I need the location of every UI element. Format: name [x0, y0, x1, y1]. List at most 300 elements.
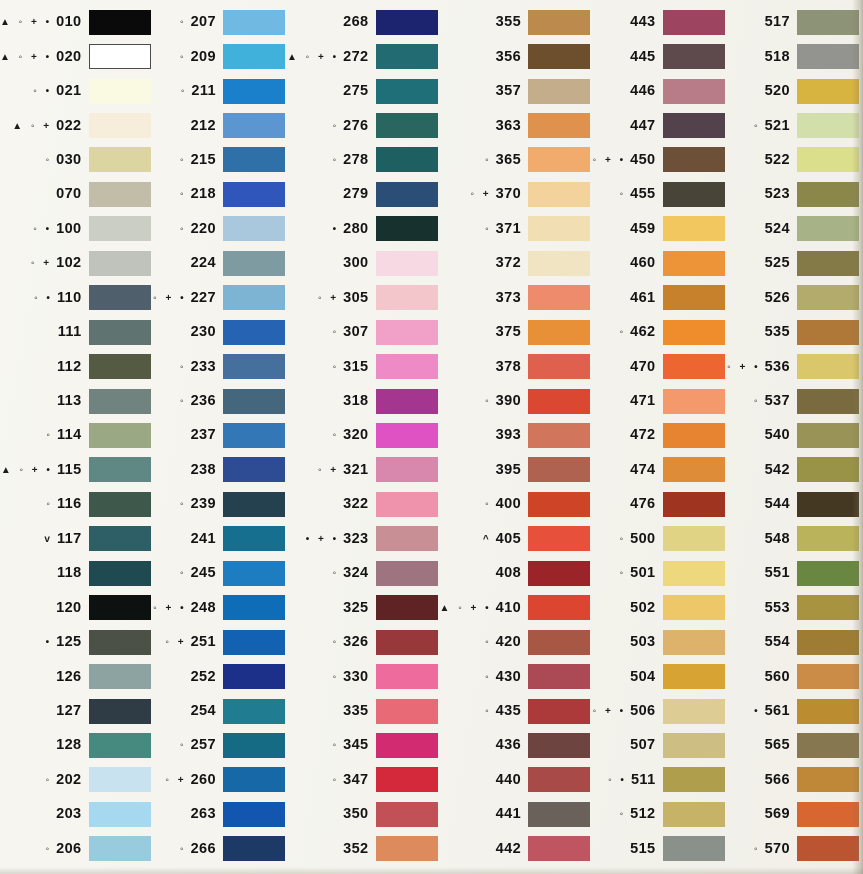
color-label	[492, 841, 521, 857]
color-row	[153, 246, 287, 280]
color-code: 455	[630, 186, 656, 203]
color-code: 502	[630, 599, 656, 616]
usage-symbols: ◦	[180, 568, 187, 580]
color-swatch	[223, 457, 285, 482]
color-row	[0, 177, 153, 211]
color-swatch	[528, 561, 590, 586]
color-swatch	[663, 767, 725, 792]
color-label	[187, 669, 216, 685]
color-label	[626, 427, 655, 443]
color-swatch	[89, 492, 151, 517]
usage-symbols: •	[332, 223, 340, 235]
color-swatch	[528, 423, 590, 448]
color-code: 561	[764, 703, 790, 720]
usage-symbols: ◦	[45, 154, 53, 166]
color-row	[440, 246, 593, 280]
color-code: 474	[630, 461, 656, 478]
color-row	[727, 797, 861, 831]
color-label	[754, 841, 790, 857]
color-code: 515	[630, 840, 656, 857]
color-code: 263	[190, 806, 216, 823]
color-swatch	[797, 733, 859, 758]
color-code: 127	[56, 703, 82, 720]
color-label	[187, 462, 216, 478]
color-label	[485, 221, 521, 237]
color-row	[592, 453, 726, 487]
color-swatch	[797, 389, 859, 414]
color-code: 507	[630, 737, 656, 754]
color-row	[287, 39, 440, 73]
color-swatch	[663, 251, 725, 276]
color-swatch	[89, 664, 151, 689]
color-swatch	[376, 113, 438, 138]
color-label	[153, 290, 216, 306]
color-row	[153, 453, 287, 487]
color-row	[440, 349, 593, 383]
color-swatch	[528, 836, 590, 861]
color-swatch	[376, 320, 438, 345]
color-row	[0, 143, 153, 177]
color-row	[287, 349, 440, 383]
color-code: 245	[190, 565, 216, 582]
color-code: 476	[630, 496, 656, 513]
color-label	[492, 255, 521, 271]
color-code: 218	[190, 186, 216, 203]
usage-symbols: ◦	[332, 774, 340, 786]
usage-symbols: ◦	[180, 17, 187, 29]
color-row	[287, 728, 440, 762]
color-code: 021	[56, 83, 82, 100]
color-swatch	[376, 630, 438, 655]
color-swatch	[528, 457, 590, 482]
color-code: 230	[190, 324, 216, 341]
color-swatch	[223, 79, 285, 104]
color-code: 237	[190, 427, 216, 444]
color-label	[761, 462, 790, 478]
color-code: 257	[190, 737, 216, 754]
color-label	[620, 324, 656, 340]
color-row	[287, 763, 440, 797]
color-row	[0, 487, 153, 521]
color-code: 395	[495, 461, 522, 478]
color-code: 512	[630, 806, 656, 823]
color-label	[187, 324, 216, 340]
color-row	[0, 590, 153, 624]
color-row	[153, 694, 287, 728]
color-label	[626, 634, 655, 650]
color-swatch	[376, 182, 438, 207]
color-row	[727, 556, 861, 590]
color-swatch	[528, 10, 590, 35]
color-code: 540	[764, 427, 790, 444]
usage-symbols: ▲ ◦ + •	[287, 51, 340, 63]
color-row	[592, 522, 726, 556]
usage-symbols: ◦	[332, 568, 340, 580]
color-code: 276	[343, 117, 369, 134]
color-row	[592, 384, 726, 418]
color-swatch	[223, 320, 285, 345]
color-label	[761, 186, 790, 202]
color-swatch	[663, 526, 725, 551]
color-swatch	[663, 836, 725, 861]
color-label	[761, 221, 790, 237]
color-row	[727, 246, 861, 280]
usage-symbols: ◦ •	[608, 774, 627, 786]
color-swatch	[797, 285, 859, 310]
color-code: 526	[764, 289, 790, 306]
color-label	[492, 359, 521, 375]
color-swatch	[376, 836, 438, 861]
color-swatch	[663, 354, 725, 379]
color-code: 325	[343, 599, 369, 616]
color-code: 520	[764, 83, 790, 100]
color-code: 114	[56, 427, 82, 444]
color-row	[153, 349, 287, 383]
color-row	[727, 315, 861, 349]
color-row	[727, 453, 861, 487]
color-code: 447	[630, 117, 656, 134]
color-label	[492, 290, 521, 306]
usage-symbols: ◦	[619, 189, 627, 201]
color-swatch	[376, 285, 438, 310]
color-swatch	[797, 113, 859, 138]
color-label	[626, 462, 655, 478]
color-label	[46, 841, 82, 857]
color-row	[0, 212, 153, 246]
color-code: 355	[495, 14, 522, 31]
color-row	[592, 349, 726, 383]
color-label	[626, 737, 655, 753]
color-code: 357	[495, 83, 522, 100]
color-row	[440, 763, 593, 797]
color-swatch	[528, 389, 590, 414]
color-row	[592, 763, 726, 797]
color-swatch	[797, 526, 859, 551]
color-swatch	[89, 182, 151, 207]
usage-symbols: ◦ •	[34, 292, 53, 304]
color-code: 251	[190, 634, 216, 651]
color-row	[287, 659, 440, 693]
color-row	[592, 625, 726, 659]
color-row	[727, 74, 861, 108]
color-row	[727, 659, 861, 693]
color-swatch	[376, 389, 438, 414]
color-label	[46, 634, 82, 650]
color-row	[153, 728, 287, 762]
color-row	[0, 384, 153, 418]
color-code: 300	[343, 255, 369, 272]
color-label	[754, 393, 790, 409]
color-row	[727, 177, 861, 211]
color-row	[287, 5, 440, 39]
color-swatch	[663, 285, 725, 310]
color-swatch	[376, 664, 438, 689]
color-code: 544	[764, 496, 790, 513]
color-label	[754, 703, 790, 719]
color-row	[153, 5, 287, 39]
color-label	[33, 221, 81, 237]
color-swatch	[89, 767, 151, 792]
color-swatch	[89, 630, 151, 655]
color-code: 372	[495, 255, 522, 272]
color-label	[187, 255, 216, 271]
color-row	[592, 177, 726, 211]
color-row	[592, 281, 726, 315]
color-label	[52, 669, 81, 685]
color-swatch	[376, 733, 438, 758]
color-swatch	[89, 526, 151, 551]
color-swatch	[663, 664, 725, 689]
color-row	[153, 177, 287, 211]
color-label	[754, 118, 790, 134]
color-code: 517	[764, 14, 790, 31]
color-swatch	[528, 44, 590, 69]
color-swatch	[223, 699, 285, 724]
color-column	[440, 5, 593, 866]
color-label	[761, 496, 790, 512]
color-label	[485, 152, 521, 168]
color-column	[592, 5, 726, 866]
color-row	[0, 418, 153, 452]
color-code: 435	[495, 703, 522, 720]
usage-symbols: ◦	[332, 120, 340, 132]
color-row	[440, 384, 593, 418]
color-code: 565	[764, 737, 790, 754]
color-swatch	[663, 699, 725, 724]
usage-symbols: ▲ ◦ +	[12, 120, 53, 132]
color-code: 212	[190, 117, 216, 134]
color-label	[620, 565, 656, 581]
color-row	[153, 556, 287, 590]
color-row	[440, 487, 593, 521]
color-label	[33, 83, 81, 99]
color-row	[0, 315, 153, 349]
color-row	[153, 212, 287, 246]
color-swatch	[223, 595, 285, 620]
color-code: 252	[190, 668, 216, 685]
color-row	[727, 763, 861, 797]
color-swatch	[89, 320, 151, 345]
color-label	[626, 290, 655, 306]
color-row	[592, 832, 726, 866]
color-swatch	[528, 699, 590, 724]
color-code: 248	[190, 599, 216, 616]
usage-symbols: ◦	[180, 740, 187, 752]
color-label	[761, 772, 790, 788]
color-label	[181, 83, 216, 99]
color-swatch	[797, 251, 859, 276]
usage-symbols: ◦ •	[33, 86, 53, 98]
color-swatch	[797, 561, 859, 586]
color-label	[761, 14, 790, 30]
usage-symbols: •	[754, 706, 761, 718]
color-code: 363	[495, 117, 522, 134]
color-code: 118	[56, 565, 82, 582]
usage-symbols: ◦	[180, 396, 187, 408]
color-code: 236	[190, 393, 216, 410]
color-swatch	[528, 595, 590, 620]
color-label	[620, 186, 656, 202]
usage-symbols: ◦	[180, 361, 187, 373]
color-swatch	[797, 147, 859, 172]
color-row	[440, 143, 593, 177]
color-row	[440, 453, 593, 487]
color-row	[0, 728, 153, 762]
color-code: 126	[56, 668, 82, 685]
color-label	[52, 703, 81, 719]
color-row	[440, 39, 593, 73]
color-swatch	[528, 802, 590, 827]
color-code: 305	[343, 289, 369, 306]
color-row	[727, 694, 861, 728]
color-code: 503	[630, 634, 656, 651]
color-code: 233	[190, 358, 216, 375]
color-row	[727, 349, 861, 383]
color-swatch	[528, 79, 590, 104]
color-swatch	[223, 802, 285, 827]
color-code: 459	[630, 220, 656, 237]
usage-symbols: ◦	[485, 637, 492, 649]
color-code: 400	[495, 496, 522, 513]
color-swatch	[376, 251, 438, 276]
color-row	[153, 522, 287, 556]
color-label	[626, 255, 655, 271]
color-swatch	[528, 285, 590, 310]
color-label	[485, 703, 521, 719]
color-row	[440, 556, 593, 590]
color-code: 279	[343, 186, 369, 203]
color-row	[440, 281, 593, 315]
color-label	[492, 83, 521, 99]
color-swatch	[223, 836, 285, 861]
color-swatch	[797, 354, 859, 379]
color-row	[440, 659, 593, 693]
color-column	[727, 5, 861, 866]
color-code: 393	[495, 427, 522, 444]
color-code: 408	[495, 565, 522, 582]
color-label	[593, 152, 656, 168]
color-label	[187, 427, 216, 443]
color-swatch	[89, 285, 151, 310]
color-swatch	[89, 354, 151, 379]
color-code: 410	[495, 599, 522, 616]
color-row	[287, 694, 440, 728]
color-code: 420	[495, 634, 522, 651]
color-swatch	[528, 320, 590, 345]
color-label	[492, 427, 521, 443]
usage-symbols: ◦	[332, 154, 340, 166]
color-code: 347	[343, 771, 369, 788]
color-code: 330	[343, 668, 369, 685]
color-code: 542	[764, 461, 790, 478]
color-label	[180, 49, 216, 65]
color-label	[626, 118, 655, 134]
color-code: 326	[343, 634, 369, 651]
color-row	[153, 763, 287, 797]
color-row	[0, 39, 153, 73]
color-code: 440	[495, 771, 522, 788]
usage-symbols: ◦	[754, 843, 761, 855]
color-swatch	[376, 492, 438, 517]
color-code: 110	[56, 289, 82, 306]
color-label	[626, 496, 655, 512]
color-row	[592, 143, 726, 177]
color-code: 554	[764, 634, 790, 651]
color-row	[727, 281, 861, 315]
color-code: 128	[56, 737, 82, 754]
color-row	[592, 418, 726, 452]
color-code: 525	[764, 255, 790, 272]
color-label	[153, 600, 216, 616]
color-label	[485, 496, 521, 512]
color-code: 224	[190, 255, 216, 272]
color-swatch	[376, 802, 438, 827]
color-label	[187, 703, 216, 719]
color-swatch	[528, 767, 590, 792]
color-label	[52, 806, 81, 822]
color-label	[165, 772, 216, 788]
color-code: 548	[764, 530, 790, 547]
usage-symbols: ◦ + •	[727, 361, 761, 373]
color-swatch	[89, 113, 151, 138]
color-label	[333, 359, 369, 375]
color-label	[333, 669, 369, 685]
color-code: 215	[190, 151, 216, 168]
color-column	[0, 5, 153, 866]
color-label	[180, 359, 216, 375]
color-row	[153, 315, 287, 349]
color-row	[727, 590, 861, 624]
color-label	[485, 634, 521, 650]
color-swatch	[797, 44, 859, 69]
usage-symbols: ◦	[46, 430, 53, 442]
color-label	[761, 83, 790, 99]
color-label	[44, 531, 81, 547]
color-swatch	[223, 147, 285, 172]
color-swatch	[797, 216, 859, 241]
color-label	[53, 393, 82, 409]
color-swatch	[797, 664, 859, 689]
color-row	[0, 246, 153, 280]
color-swatch	[797, 320, 859, 345]
color-swatch	[89, 561, 151, 586]
color-code: 443	[630, 14, 656, 31]
color-code: 120	[56, 599, 82, 616]
color-label	[608, 772, 655, 788]
color-row	[592, 315, 726, 349]
usage-symbols: ◦ + •	[153, 602, 187, 614]
color-label	[620, 531, 656, 547]
color-label	[333, 427, 369, 443]
color-row	[0, 108, 153, 142]
usage-symbols: ◦	[619, 533, 627, 545]
color-row	[287, 212, 440, 246]
color-label	[440, 600, 522, 616]
color-swatch	[663, 802, 725, 827]
color-row	[153, 39, 287, 73]
color-code: 260	[190, 771, 216, 788]
color-swatch	[376, 10, 438, 35]
usage-symbols: ◦ +	[165, 637, 187, 649]
color-row	[287, 625, 440, 659]
usage-symbols: ◦ + •	[592, 154, 627, 166]
color-label	[46, 152, 82, 168]
usage-symbols: ◦	[332, 740, 340, 752]
usage-symbols: ◦ + •	[592, 706, 627, 718]
color-label	[339, 255, 368, 271]
color-label	[761, 290, 790, 306]
usage-symbols: ◦	[485, 223, 492, 235]
